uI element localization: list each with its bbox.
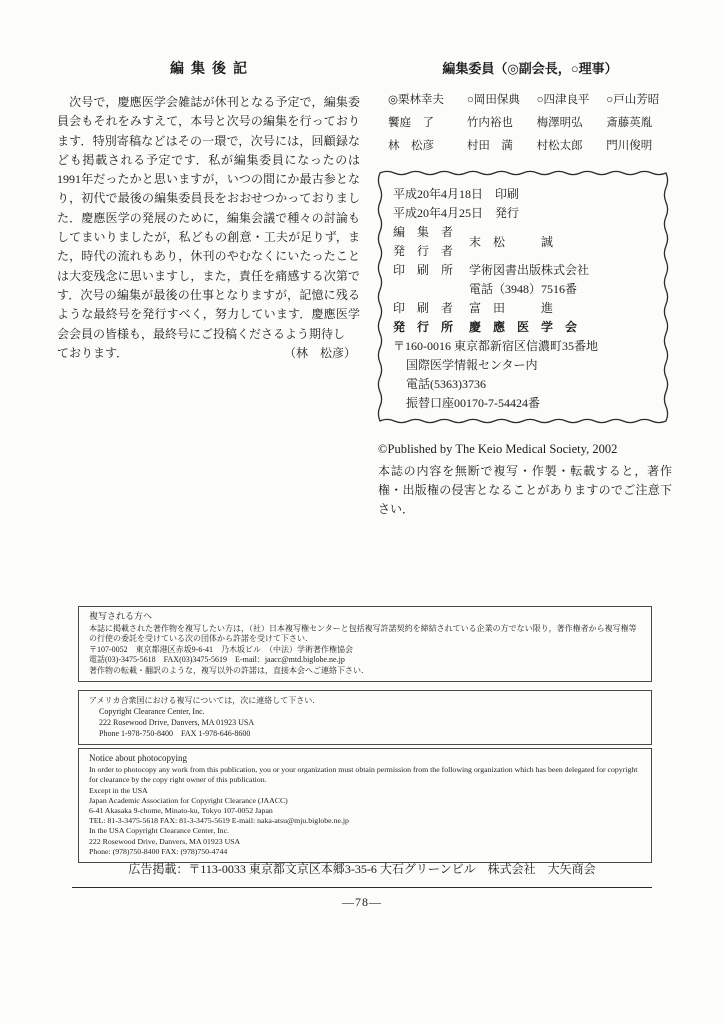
footer-divider (72, 887, 652, 888)
reprography-line: 本誌に掲載された著作物を複写したい方は，（社）日本複写権センターと包括複写許諾契約を締結されている企業の方でない限り，著作権者から複写権等の行使の委託を受けている次の団体から許諾を受けて下さい． (89, 623, 637, 643)
usa-copy-intro-line: アメリカ合衆国における複写については，次に連絡して下さい． (89, 696, 321, 705)
colophon-printer-row (393, 299, 657, 318)
reprography-other-line: 著作物の転載・翻訳のような，複写以外の許諾は，直接本会へご連絡下さい． (89, 665, 369, 675)
issuer-label: 発 行 者 (393, 244, 454, 258)
colophon-editor-row (393, 223, 657, 261)
committee-member: ◎栗林幸夫 (388, 94, 445, 106)
reprography-address-line: 〒107-0052 東京都港区赤坂9-6-41 乃木坂ビル （中法）学術著作権協会 (89, 644, 353, 654)
committee-member: ○四津良平 (536, 94, 590, 106)
committee-grid (388, 91, 672, 153)
committee-member: ○岡田保典 (466, 94, 520, 106)
editorial-section (57, 58, 360, 363)
reprography-contact-line: 電話(03)-3475-5618 FAX(03)3475-5619 E-mail：jaacc@mtd.biglobe.ne.jp (89, 655, 345, 664)
colophon-printed-date: 平成20年4月18日 印刷 (393, 187, 520, 201)
colophon-printing-office-row (393, 261, 657, 299)
printing-office-label: 印 刷 所 (393, 263, 454, 277)
publisher-phone: 電話(5363)3736 (406, 377, 486, 391)
editorial-heading: 編集後記 (170, 62, 254, 77)
editorial-body: 次号で，慶應医学会雑誌が休刊となる予定で，編集委員会もそれをみすえて，本号と次号の編集を行っております．特別寄稿などはその一環で，次号には，回顧録なども掲載される予定です．私が編集委員になったのは1991年だったかと思いますが，いつの間にか最古参となり，初代で最後の編集委員長をおおせつかっておりました．慶應医学の発展のために，編集会議で種々の討論もしてまいりましたが，私どもの創意・工夫が足りず，また，時代の流れもあり，休刊のやむなくにいたったことは大変残念に思いますし，また，責任を痛感する次第です．次号の編集が最後の仕事となりますが，記憶に残るような最終号を発行すべく，努力しています．慶應医学会会員の皆様も，最終号にご投稿くださるよう期待し (57, 95, 360, 341)
publisher-address-line1: 〒160-0016 東京都新宿区信濃町35番地 (393, 339, 598, 353)
photocopy-notice-line: In the USA Copyright Clearance Center, Inc. (89, 826, 229, 836)
editorial-signature: （林 松彦） (283, 345, 356, 360)
committee-member: 村松太郎 (536, 140, 583, 152)
committee-section (388, 58, 672, 153)
printer-name: 富 田 進 (469, 301, 554, 315)
committee-member: 竹内裕也 (466, 117, 513, 129)
printer-label: 印 刷 者 (393, 301, 454, 315)
printing-office-name: 学術図書出版株式会社 (469, 263, 590, 277)
photocopy-notice-line: TEL: 81-3-3475-5618 FAX: 81-3-3475-5619 E-mail: naka-atsu@mju.biglobe.ne.jp (89, 816, 349, 826)
committee-member: 門川俊明 (606, 140, 653, 152)
printing-office-phone: 電話（3948）7516番 (469, 282, 578, 296)
photocopy-notice-intro: In order to photocopy any work from this publication, you or your organization must obtain permission from the following organization which has been delegated for copyright for clearance by the copy right owner of this publication. (89, 765, 638, 785)
colophon-box (377, 170, 669, 424)
photocopy-notice-line: 222 Rosewood Drive, Danvers, MA 01923 USA (89, 836, 241, 846)
copyright-japanese-line: 本誌の内容を無断で複写・作製・転載すると，著作権・出版権の侵害となることがありますのでご注意下さい． (378, 464, 672, 516)
usa-copy-address-line: 222 Rosewood Drive, Danvers, MA 01923 USA (99, 718, 255, 727)
usa-copy-phone-line: Phone 1-978-750-8400 FAX 1-978-646-8600 (99, 729, 251, 738)
publisher-address-line2: 国際医学情報センター内 (406, 358, 538, 372)
publisher-postal-account: 振替口座00170-7-54424番 (406, 396, 540, 410)
page-number: —78— (342, 895, 382, 909)
committee-member: 饗庭 了 (388, 117, 434, 129)
colophon-publisher-row (393, 318, 657, 337)
committee-member: 斎藤英胤 (606, 117, 653, 129)
photocopy-notice-line: Phone: (978)750-8400 FAX: (978)750-4744 (89, 846, 228, 856)
reprography-notice-box (78, 606, 652, 682)
publisher-label: 発 行 所 (393, 320, 454, 334)
colophon-content (393, 185, 657, 413)
publisher-name: 慶 應 医 学 会 (469, 320, 578, 334)
editor-label: 編 集 者 (393, 225, 454, 239)
advertising-contact-line: 広告掲載：〒113-0033 東京都文京区本郷3-35-6 大石グリーンビル 株式会社 大矢商会 (128, 862, 596, 876)
reprography-title: 複写される方へ (89, 611, 153, 621)
usa-copy-notice-box (78, 690, 652, 745)
photocopy-notice-line: Japan Academic Association for Copyright Clearance (JAACC) (89, 795, 288, 805)
committee-member: ○戸山芳昭 (606, 94, 660, 106)
editor-name: 末 松 誠 (469, 234, 554, 249)
usa-copy-org-line: Copyright Clearance Center, Inc. (99, 707, 205, 716)
copyright-english-line: ©Published by The Keio Medical Society, 2002 (378, 442, 618, 456)
photocopy-notice-line: 6-41 Akasaka 9-chome, Minato-ku, Tokyo 107-0052 Japan (89, 806, 273, 816)
committee-member: 村田 満 (466, 140, 513, 152)
copyright-section (378, 440, 672, 519)
colophon-published-date: 平成20年4月25日 発行 (393, 206, 520, 220)
editorial-body-end: ております． (57, 345, 129, 360)
photocopy-notice-title: Notice about photocopying (89, 753, 187, 763)
photocopy-notice-line: Except in the USA (89, 785, 148, 795)
committee-member: 梅澤明弘 (536, 117, 583, 129)
committee-member: 林 松彦 (388, 140, 434, 152)
photocopy-notice-box (78, 748, 652, 863)
committee-heading: 編集委員（◎副会長，○理事） (442, 61, 618, 76)
editorial-last-line (57, 344, 360, 363)
